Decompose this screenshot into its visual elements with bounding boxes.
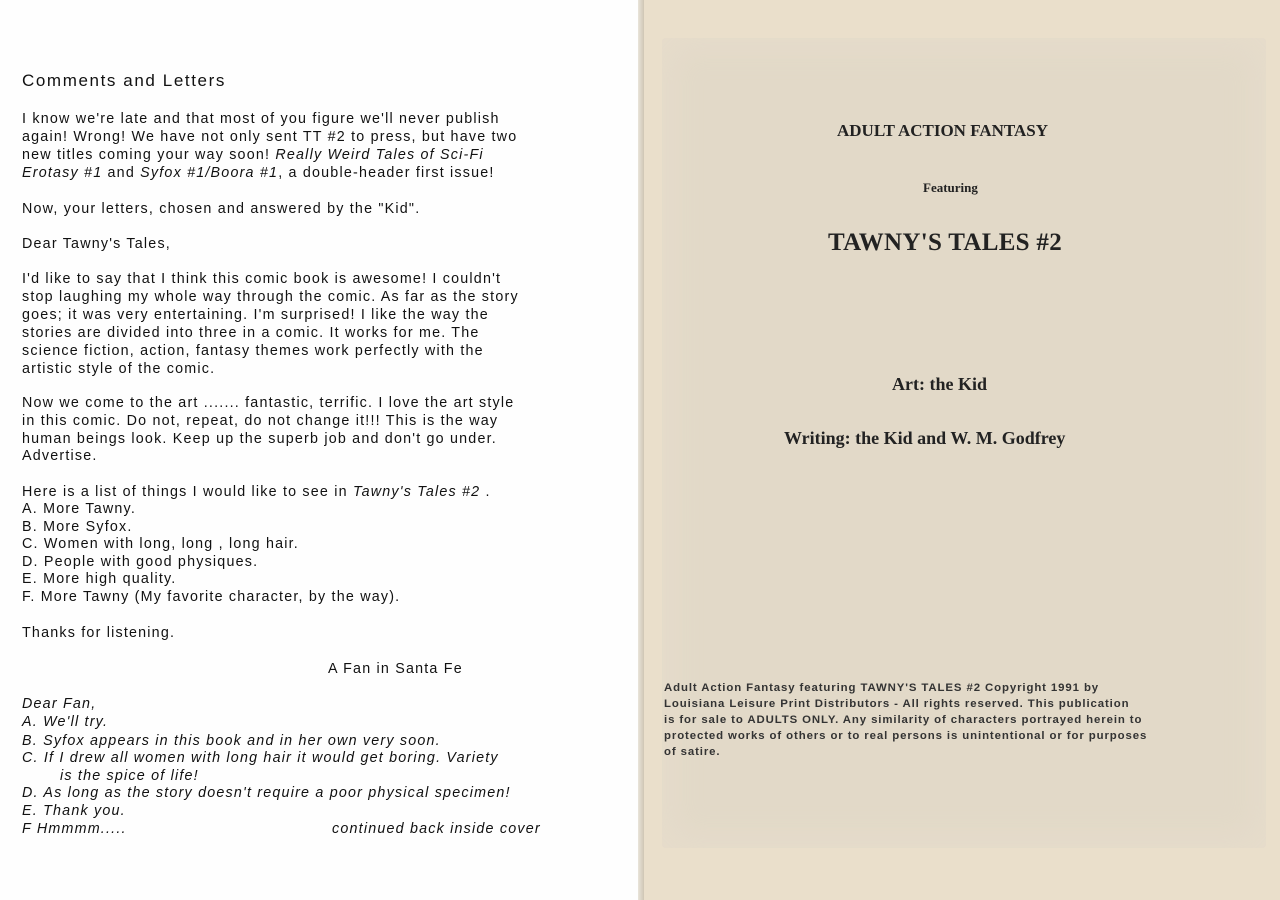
- letter-line: I'd like to say that I think this comic book is awesome! I couldn't: [22, 271, 502, 287]
- art-credit: Art: the Kid: [892, 374, 987, 394]
- copyright-line: Adult Action Fantasy featuring TAWNY'S TALES #2 Copyright 1991 by: [664, 682, 1100, 694]
- letters-heading: Comments and Letters: [22, 71, 226, 90]
- intro-line: I know we're late and that most of you figure we'll never publish: [22, 111, 500, 127]
- letter-line: Now we come to the art ....... fantastic, terrific. I love the art style: [22, 395, 515, 411]
- letters-intro: Now, your letters, chosen and answered by the "Kid".: [22, 201, 421, 217]
- letter-line: artistic style of the comic.: [22, 361, 216, 377]
- letter-line: stop laughing my whole way through the comic. As far as the story: [22, 289, 519, 305]
- letter-salutation: Dear Tawny's Tales,: [22, 236, 171, 252]
- letter-line: goes; it was very entertaining. I'm surprised! I like the way the: [22, 307, 489, 323]
- list-intro: Here is a list of things I would like to see in Tawny's Tales #2 .: [22, 484, 491, 500]
- list-item: B. More Syfox.: [22, 519, 133, 535]
- reply-line: C. If I drew all women with long hair it would get boring. Variety: [22, 750, 499, 766]
- intro-line: again! Wrong! We have not only sent TT #2 to press, but have two: [22, 129, 518, 145]
- writing-credit: Writing: the Kid and W. M. Godfrey: [784, 428, 1066, 448]
- reply-line: F Hmmmm.....: [22, 821, 127, 837]
- letter-line: science fiction, action, fantasy themes work perfectly with the: [22, 343, 484, 359]
- letter-closing: Thanks for listening.: [22, 625, 176, 641]
- letter-signature: A Fan in Santa Fe: [328, 661, 463, 677]
- reply-line: E. Thank you.: [22, 803, 126, 819]
- reply-line: is the spice of life!: [60, 768, 199, 784]
- reply-line: D. As long as the story doesn't require a poor physical specimen!: [22, 785, 511, 801]
- copyright-line: of satire.: [664, 746, 721, 758]
- list-item: A. More Tawny.: [22, 501, 137, 517]
- featuring-label: Featuring: [923, 180, 978, 195]
- title-really-weird-tales: Really Weird Tales of Sci-Fi: [275, 147, 484, 163]
- reply-line: B. Syfox appears in this book and in her own very soon.: [22, 733, 441, 749]
- copyright-line: protected works of others or to real persons is unintentional or for purposes: [664, 730, 1148, 742]
- reply-line: Dear Fan,: [22, 696, 97, 712]
- letter-line: in this comic. Do not, repeat, do not change it!!! This is the way: [22, 413, 499, 429]
- continued-note: continued back inside cover: [332, 821, 541, 837]
- list-item: C. Women with long, long , long hair.: [22, 536, 299, 552]
- series-label: ADULT ACTION FANTASY: [837, 121, 1048, 140]
- reply-line: A. We'll try.: [22, 714, 109, 730]
- comic-title: TAWNY'S TALES #2: [828, 229, 1063, 256]
- intro-line: new titles coming your way soon! Really Weird Tales of Sci-Fi: [22, 147, 484, 163]
- list-item: D. People with good physiques.: [22, 554, 259, 570]
- copyright-line: Louisiana Leisure Print Distributors - All rights reserved. This publication: [664, 698, 1130, 710]
- list-item: F. More Tawny (My favorite character, by the way).: [22, 589, 401, 605]
- copyright-line: is for sale to ADULTS ONLY. Any similarity of characters portrayed herein to: [664, 714, 1143, 726]
- letter-line: stories are divided into three in a comic. It works for me. The: [22, 325, 480, 341]
- letter-line: human beings look. Keep up the superb job and don't go under.: [22, 431, 497, 447]
- title-syfox: Syfox #1/Boora #1: [140, 165, 279, 181]
- list-item: E. More high quality.: [22, 571, 177, 587]
- intro-line: Erotasy #1 and Syfox #1/Boora #1, a double-header first issue!: [22, 165, 495, 181]
- letter-line: Advertise.: [22, 448, 98, 464]
